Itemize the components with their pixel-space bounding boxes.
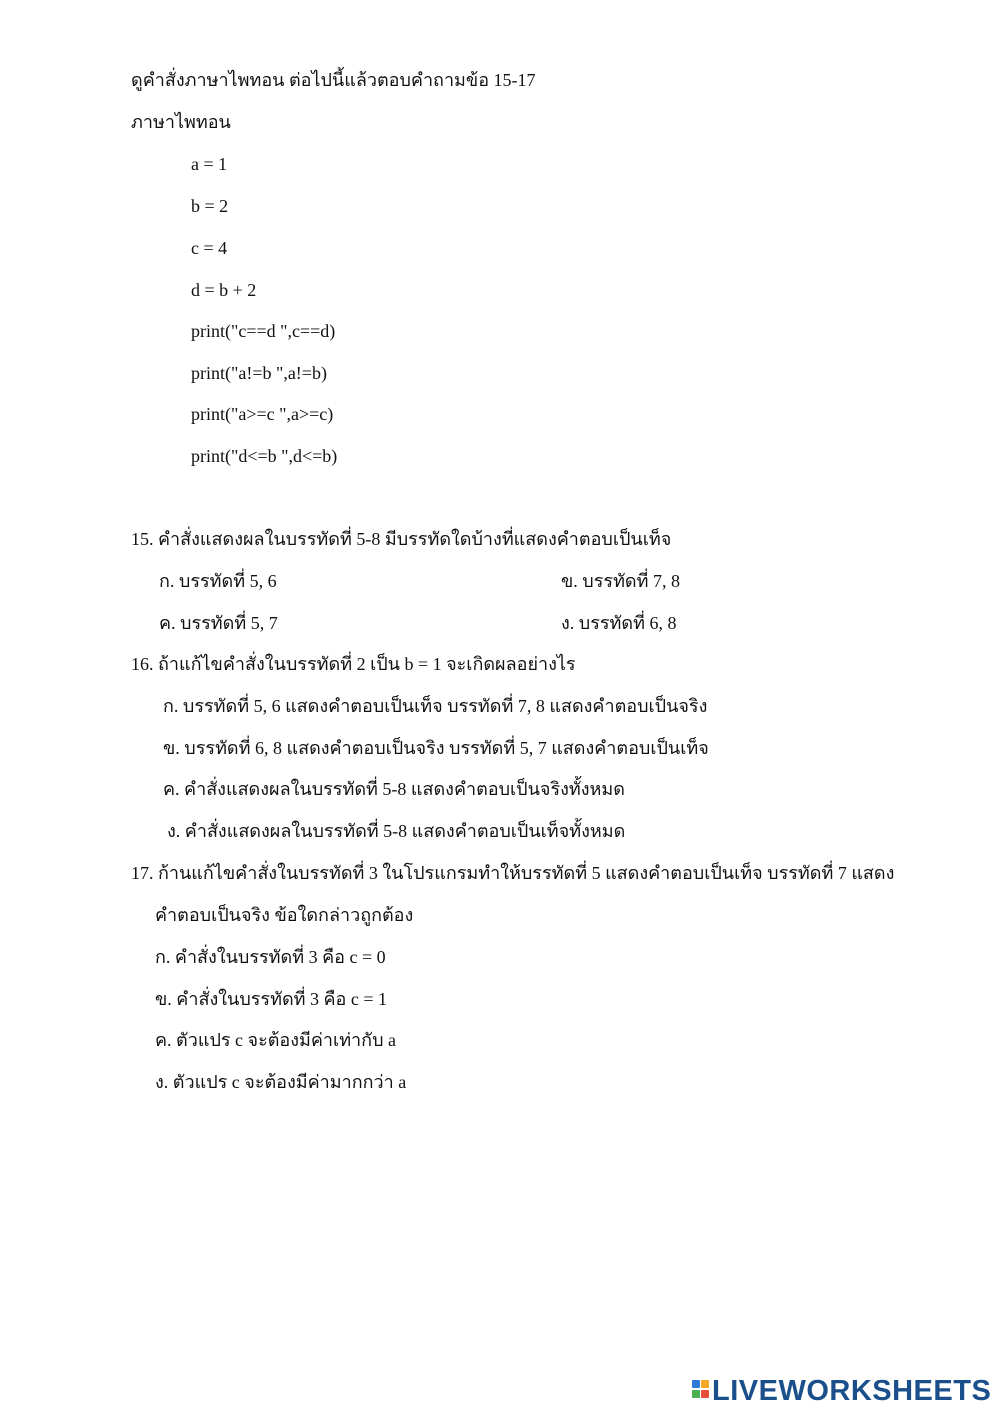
question-stem: 16. ถ้าแก้ไขคำสั่งในบรรทัดที่ 2 เป็น b = 1 จะเกิดผลอย่างไร: [131, 654, 576, 674]
answer-option[interactable]: ข. บรรทัดที่ 7, 8: [561, 571, 680, 591]
answer-option[interactable]: ค. บรรทัดที่ 5, 7: [159, 613, 278, 633]
answer-option[interactable]: ข. คำสั่งในบรรทัดที่ 3 คือ c = 1: [155, 989, 387, 1009]
question-stem: 17. ก้านแก้ไขคำสั่งในบรรทัดที่ 3 ในโปรแกรมทำให้บรรทัดที่ 5 แสดงคำตอบเป็นเท็จ บรรทัดที่ 7 แสดง: [131, 863, 895, 883]
answer-option[interactable]: ง. คำสั่งแสดงผลในบรรทัดที่ 5-8 แสดงคำตอบเป็นเท็จทั้งหมด: [167, 821, 626, 841]
liveworksheets-logo: [692, 1374, 991, 1408]
question-stem-continued: คำตอบเป็นจริง ข้อใดกล่าวถูกต้อง: [155, 905, 414, 925]
logo-blocks-icon: [692, 1378, 710, 1404]
answer-option[interactable]: ง. ตัวแปร c จะต้องมีค่ามากกว่า a: [155, 1072, 407, 1092]
answer-option[interactable]: ค. ตัวแปร c จะต้องมีค่าเท่ากับ a: [155, 1030, 396, 1050]
answer-option[interactable]: ง. บรรทัดที่ 6, 8: [561, 613, 677, 633]
code-line: print("c==d ",c==d): [191, 321, 336, 341]
instruction-text: ดูคำสั่งภาษาไพทอน ต่อไปนี้แล้วตอบคำถามข้อ 15-17: [131, 70, 536, 90]
code-line: c = 4: [191, 238, 228, 258]
code-line: print("a!=b ",a!=b): [191, 363, 327, 383]
code-line: d = b + 2: [191, 280, 257, 300]
code-line: print("a>=c ",a>=c): [191, 404, 334, 424]
logo-text: LIVEWORKSHEETS: [712, 1374, 992, 1407]
question-stem: 15. คำสั่งแสดงผลในบรรทัดที่ 5-8 มีบรรทัดใดบ้างที่แสดงคำตอบเป็นเท็จ: [131, 529, 672, 549]
answer-option[interactable]: ค. คำสั่งแสดงผลในบรรทัดที่ 5-8 แสดงคำตอบเป็นจริงทั้งหมด: [163, 779, 625, 799]
answer-option[interactable]: ข. บรรทัดที่ 6, 8 แสดงคำตอบเป็นจริง บรรทัดที่ 5, 7 แสดงคำตอบเป็นเท็จ: [163, 738, 709, 758]
answer-option[interactable]: ก. คำสั่งในบรรทัดที่ 3 คือ c = 0: [155, 947, 386, 967]
code-line: print("d<=b ",d<=b): [191, 446, 338, 466]
language-label: ภาษาไพทอน: [131, 112, 231, 132]
answer-option[interactable]: ก. บรรทัดที่ 5, 6: [159, 571, 277, 591]
answer-option[interactable]: ก. บรรทัดที่ 5, 6 แสดงคำตอบเป็นเท็จ บรรทัดที่ 7, 8 แสดงคำตอบเป็นจริง: [163, 696, 708, 716]
code-line: a = 1: [191, 154, 228, 174]
code-line: b = 2: [191, 196, 229, 216]
